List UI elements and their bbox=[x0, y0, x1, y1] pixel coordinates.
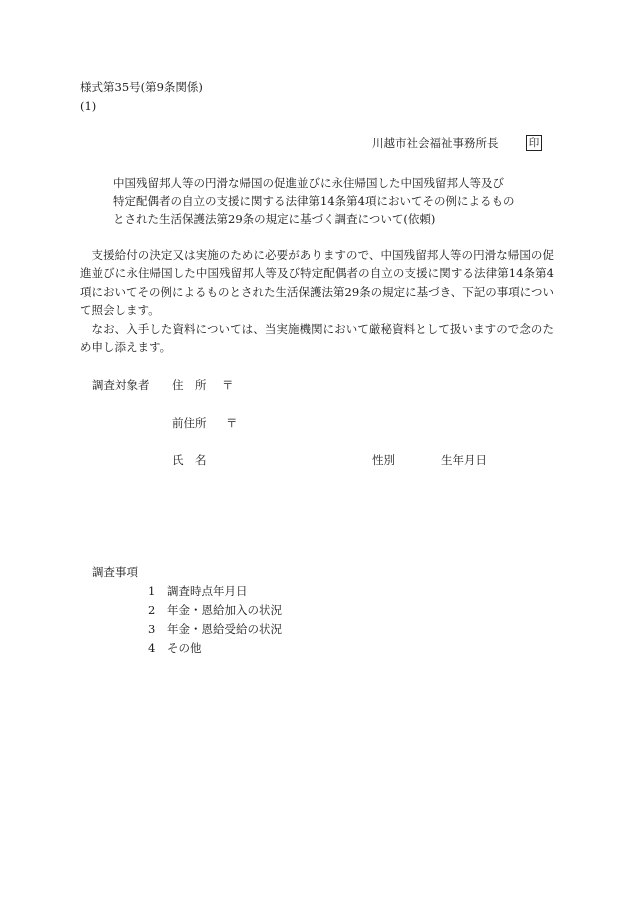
body-paragraph-2: なお、入手した資料については、当実施機関において厳秘資料として扱いますので念のため申し添えます。 bbox=[80, 321, 554, 355]
previous-address-postal-mark: 〒 bbox=[226, 416, 238, 430]
inquiry-item-text: 年金・恩給受給の状況 bbox=[167, 622, 282, 636]
inquiry-item-number: 2 bbox=[148, 603, 156, 617]
name-label: 氏 名 bbox=[172, 453, 207, 467]
date-of-birth-label: 生年月日 bbox=[441, 453, 487, 467]
sender-name: 川越市社会福祉事務所長 bbox=[372, 136, 499, 150]
inquiry-item-text: 年金・恩給加入の状況 bbox=[167, 603, 282, 617]
inquiry-item bbox=[148, 605, 282, 617]
inquiry-items-title: 調査事項 bbox=[92, 565, 138, 579]
inquiry-item bbox=[148, 643, 202, 655]
document-title-line-1: 中国残留邦人等の円滑な帰国の促進並びに永住帰国した中国残留邦人等及び bbox=[113, 176, 504, 190]
form-number: 様式第35号(第9条関係) bbox=[80, 80, 203, 94]
inquiry-item-text: 調査時点年月日 bbox=[167, 584, 248, 598]
sex-label: 性別 bbox=[372, 453, 395, 467]
inquiry-item-number: 4 bbox=[148, 641, 156, 655]
inquiry-item-number: 3 bbox=[148, 622, 156, 636]
inquiry-item-number: 1 bbox=[148, 584, 156, 598]
subject-label: 調査対象者 bbox=[92, 378, 150, 392]
form-sub-number: (1) bbox=[80, 99, 97, 113]
seal-stamp-box: 印 bbox=[526, 135, 542, 151]
inquiry-item-text: その他 bbox=[167, 641, 202, 655]
address-label: 住 所 bbox=[172, 378, 207, 392]
document-title-line-3: とされた生活保護法第29条の規定に基づく調査について(依頼) bbox=[113, 212, 436, 226]
body-paragraph-1: 支援給付の決定又は実施のために必要がありますので、中国残留邦人等の円滑な帰国の促進並びに永住帰国した中国残留邦人等及び特定配偶者の自立の支援に関する法律第14条第4項においてその例によるものとされた生活保護法第29条の規定に基づき、下記の事項について照会します。 bbox=[80, 248, 554, 318]
address-postal-mark: 〒 bbox=[222, 378, 234, 392]
inquiry-item bbox=[148, 586, 248, 598]
previous-address-label: 前住所 bbox=[172, 416, 207, 430]
inquiry-item bbox=[148, 624, 282, 636]
document-title-line-2: 特定配偶者の自立の支援に関する法律第14条第4項においてその例によるもの bbox=[113, 194, 515, 208]
request-body bbox=[80, 246, 554, 356]
